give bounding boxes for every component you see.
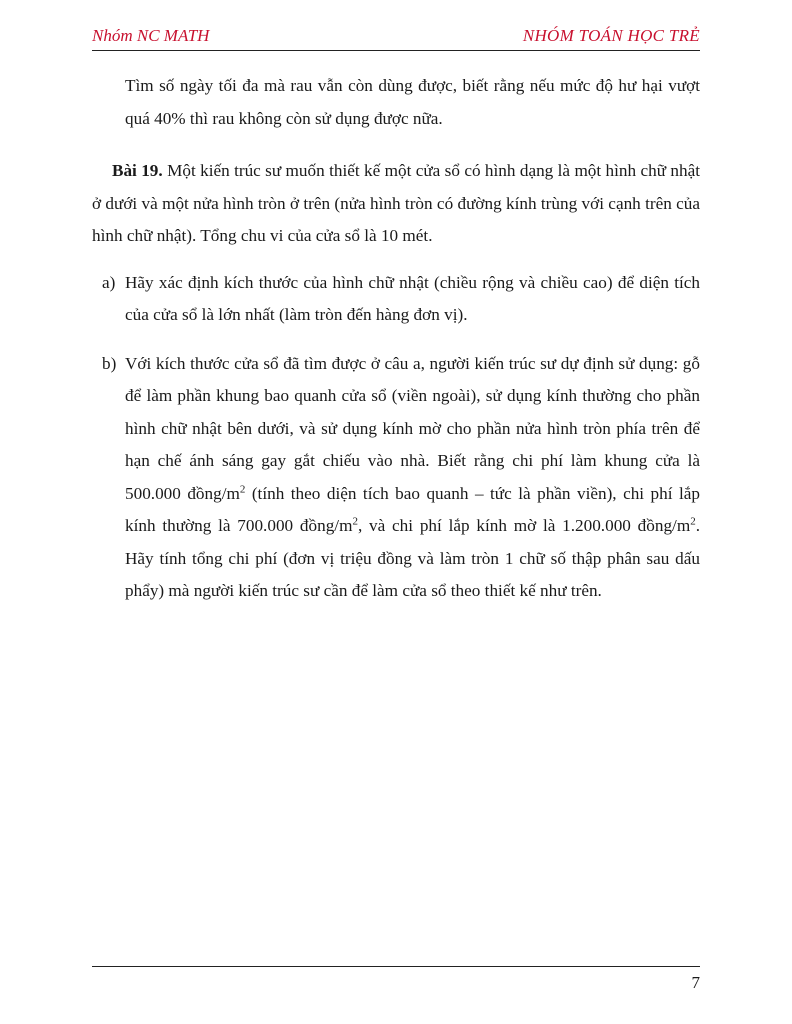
item-marker: a) — [102, 272, 116, 292]
header-group-title: NHÓM TOÁN HỌC TRẺ — [522, 26, 700, 45]
page-header — [92, 28, 700, 51]
page-footer — [92, 966, 700, 992]
page-content — [92, 70, 700, 624]
problem-label: Bài 19. — [112, 161, 163, 180]
item-marker: b) — [102, 353, 117, 373]
page-number: 7 — [691, 973, 700, 992]
continuation-text: Tìm số ngày tối đa mà rau vẫn còn dùng được, biết rằng nếu mức độ hư hại vượt quá 40% thì rau không còn sử dụng được nữa. — [125, 76, 700, 128]
problem-statement — [92, 155, 700, 253]
item-text: Hãy xác định kích thước của hình chữ nhật (chiều rộng và chiều cao) để diện tích của cửa sổ là lớn nhất (làm tròn đến hàng đơn vị). — [125, 272, 700, 324]
item-text: Với kích thước cửa sổ đã tìm được ở câu a, người kiến trúc sư dự định sử dụng: gỗ để làm phần khung bao quanh cửa sổ (viền ngoài), sử dụng kính thường cho phần hình chữ nhật bên dưới, và sử dụng kính mờ cho phần nửa hình tròn phía trên để hạn chế ánh sáng gay gắt chiếu vào nhà. Biết rằng chi phí làm khung cửa là 500.000 đồng/$m^2$ (tính theo diện tích bao quanh – tức là phần viền), chi phí lắp kính thường là 700.000 đồng/$m^2$, và chi phí lắp kính mờ là 1.200.000 đồng/$m^2$. Hãy tính tổng chi phí (đơn vị triệu đồng và làm tròn 1 chữ số thập phân sau dấu phẩy) mà người kiến trúc sư cần để làm cửa sổ theo thiết kế như trên. — [125, 353, 700, 600]
problem-text: Một kiến trúc sư muốn thiết kế một cửa sổ có hình dạng là một hình chữ nhật ở dưới và một nửa hình tròn ở trên (nửa hình tròn có đường kính trùng với cạnh trên của hình chữ nhật). Tổng chu vi của cửa sổ là 10 mét. — [92, 161, 700, 245]
header-group-name: Nhóm NC MATH — [92, 26, 210, 45]
problem-items — [92, 267, 700, 608]
list-item — [92, 267, 700, 332]
list-item — [92, 348, 700, 608]
